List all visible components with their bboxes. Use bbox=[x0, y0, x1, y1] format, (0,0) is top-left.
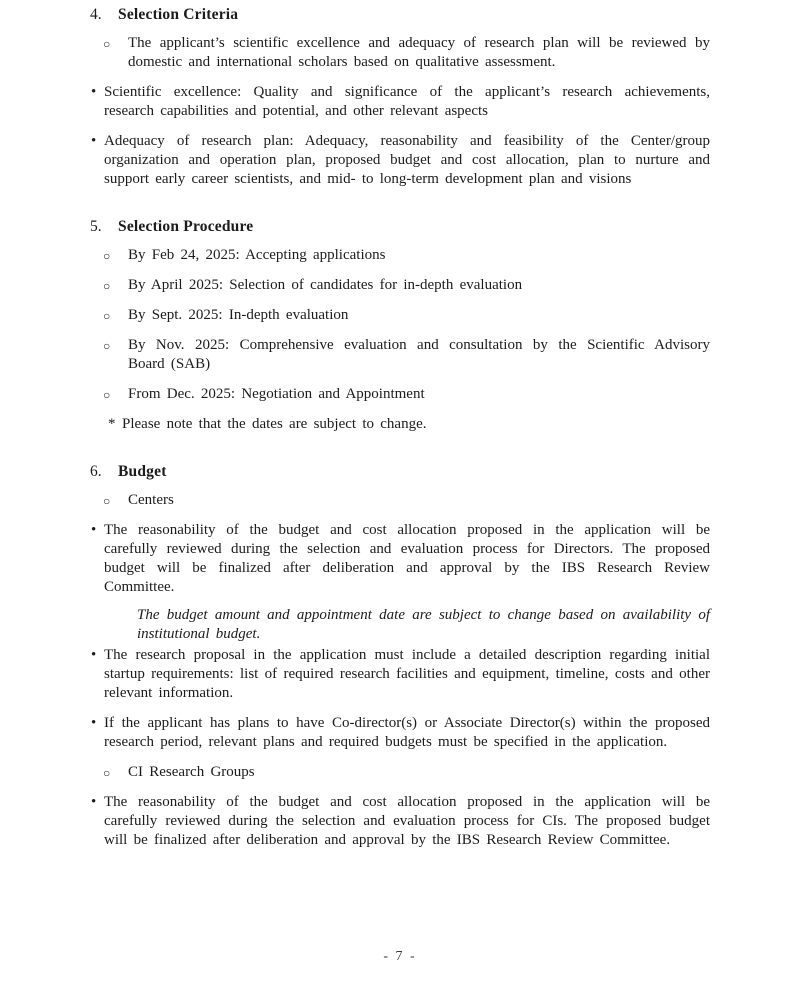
note-text: The budget amount and appointment date are subject to change based on availability of institutional budget. bbox=[137, 607, 710, 642]
list-item-text: By Nov. 2025: Comprehensive evaluation and consultation by the Scientific Advisory Board (SAB) bbox=[128, 337, 710, 372]
list-item bbox=[103, 34, 710, 72]
section-title: Budget bbox=[118, 463, 167, 480]
list-item-text: From Dec. 2025: Negotiation and Appointment bbox=[128, 386, 425, 402]
dot-bullet-icon: • bbox=[91, 133, 97, 149]
section-heading bbox=[90, 5, 710, 24]
circle-bullet-icon: ○ bbox=[103, 388, 111, 402]
asterisk-marker: * bbox=[108, 416, 116, 432]
list-item bbox=[103, 336, 710, 374]
list-item bbox=[103, 385, 710, 404]
section-budget bbox=[90, 462, 710, 850]
dot-bullet-icon: • bbox=[91, 647, 97, 663]
circle-bullet-icon: ○ bbox=[103, 37, 111, 51]
list-item bbox=[91, 83, 710, 121]
list-item-text: CI Research Groups bbox=[128, 764, 255, 780]
list-item-text: The research proposal in the application must include a detailed description regarding initial startup requirements: list of required research facilities and equipment, timeline, costs and other relevant information. bbox=[104, 647, 710, 701]
list-item-text: The reasonability of the budget and cost allocation proposed in the application will be carefully reviewed during the selection and evaluation process for CIs. The proposed budget will be finalized after deliberation and approval by the IBS Research Review Committee. bbox=[104, 794, 710, 848]
list-item bbox=[91, 132, 710, 189]
list-item-text: Adequacy of research plan: Adequacy, reasonability and feasibility of the Center/group organization and operation plan, proposed budget and cost allocation, plan to nurture and support early career scientists, and mid- to long-term development plan and visions bbox=[104, 133, 710, 187]
list-item-text: The applicant’s scientific excellence and adequacy of research plan will be reviewed by domestic and international scholars based on qualitative assessment. bbox=[128, 35, 710, 70]
dot-bullet-icon: • bbox=[91, 794, 97, 810]
list-item bbox=[91, 714, 710, 752]
page-number: - 7 - bbox=[383, 949, 417, 964]
circle-bullet-icon: ○ bbox=[103, 279, 111, 293]
list-item-text: By Feb 24, 2025: Accepting applications bbox=[128, 247, 386, 263]
list-item-text: By April 2025: Selection of candidates for in-depth evaluation bbox=[128, 277, 523, 293]
circle-bullet-icon: ○ bbox=[103, 249, 111, 263]
section-title: Selection Criteria bbox=[118, 6, 239, 23]
section-selection-criteria bbox=[90, 5, 710, 189]
list-item bbox=[91, 646, 710, 703]
dot-bullet-icon: • bbox=[91, 84, 97, 100]
list-item-text: The reasonability of the budget and cost allocation proposed in the application will be carefully reviewed during the selection and evaluation process for Directors. The proposed budget will be finalized after deliberation and approval by the IBS Research Review Committee. bbox=[104, 522, 710, 595]
circle-bullet-icon: ○ bbox=[103, 309, 111, 323]
section-heading bbox=[90, 217, 710, 236]
list-item bbox=[103, 246, 710, 265]
list-item-text: Centers bbox=[128, 492, 174, 508]
list-item bbox=[91, 793, 710, 850]
list-item-text: By Sept. 2025: In-depth evaluation bbox=[128, 307, 349, 323]
dot-bullet-icon: • bbox=[91, 715, 97, 731]
section-heading bbox=[90, 462, 710, 481]
dot-bullet-icon: • bbox=[91, 522, 97, 538]
list-item bbox=[103, 491, 710, 510]
circle-bullet-icon: ○ bbox=[103, 766, 111, 780]
list-item bbox=[103, 763, 710, 782]
note-paragraph bbox=[137, 606, 710, 644]
section-selection-procedure bbox=[90, 217, 710, 434]
section-title: Selection Procedure bbox=[118, 218, 254, 235]
list-item bbox=[103, 306, 710, 325]
list-item-text: Scientific excellence: Quality and significance of the applicant’s research achievements, research capabilities and potential, and other relevant aspects bbox=[104, 84, 710, 119]
footnote-item bbox=[108, 415, 710, 434]
list-item bbox=[103, 276, 710, 295]
circle-bullet-icon: ○ bbox=[103, 339, 111, 353]
list-item-text: If the applicant has plans to have Co-director(s) or Associate Director(s) within the proposed research period, relevant plans and required budgets must be specified in the application. bbox=[104, 715, 710, 750]
list-item bbox=[91, 521, 710, 597]
section-number: 6. bbox=[90, 463, 102, 480]
section-number: 5. bbox=[90, 218, 102, 235]
document-content bbox=[90, 5, 710, 861]
footnote-text: Please note that the dates are subject to change. bbox=[122, 416, 427, 432]
section-number: 4. bbox=[90, 6, 102, 23]
circle-bullet-icon: ○ bbox=[103, 494, 111, 508]
